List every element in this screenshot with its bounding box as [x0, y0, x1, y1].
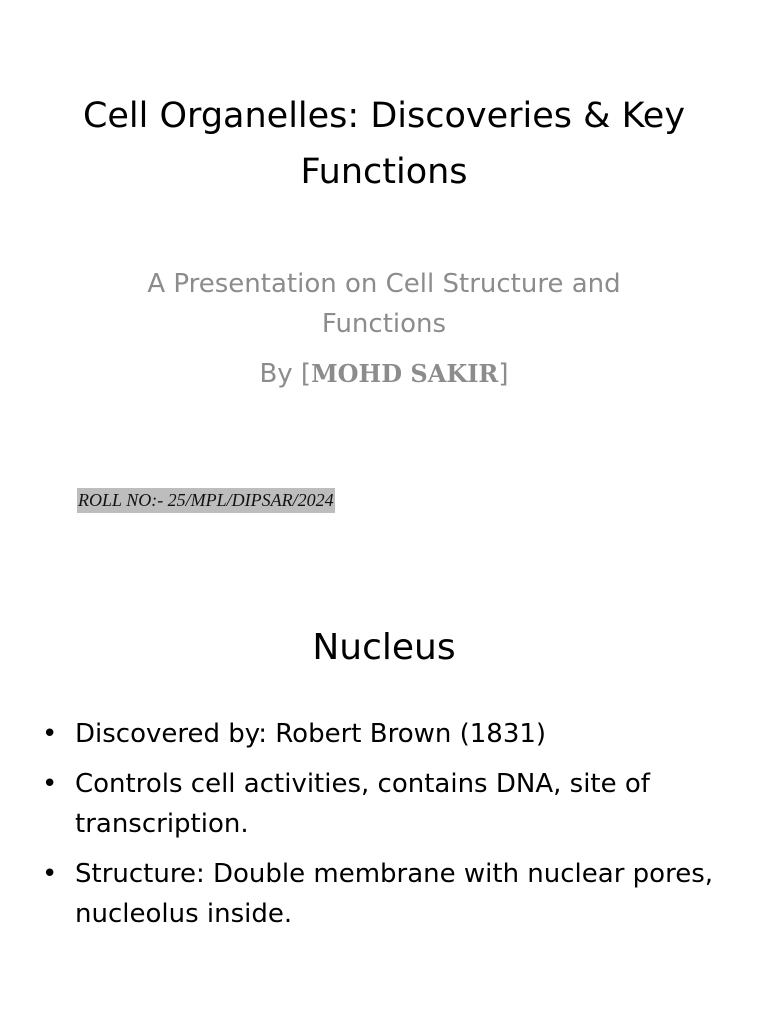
- nucleus-slide: [0, 560, 768, 1024]
- bullet-text: Structure: Double membrane with nuclear pores, nucleolus inside.: [75, 859, 714, 929]
- roll-number: ROLL NO:- 25/MPL/DIPSAR/2024: [77, 488, 335, 513]
- presentation-title: Cell Organelles: Discoveries & Key Functions: [82, 96, 686, 192]
- author-name: MOHD SAKIR: [311, 359, 499, 388]
- presentation-subtitle: A Presentation on Cell Structure and Functions: [147, 269, 621, 339]
- bullet-icon: •: [42, 719, 58, 749]
- bullet-text: Discovered by: Robert Brown (1831): [75, 719, 547, 749]
- list-item: [42, 764, 722, 844]
- bullet-icon: •: [42, 769, 58, 799]
- bullet-icon: •: [42, 859, 58, 889]
- bullet-list: [42, 714, 722, 944]
- slide-title: Nucleus: [312, 627, 456, 668]
- bullet-text: Controls cell activities, contains DNA, site of transcription.: [75, 769, 650, 839]
- author-byline: [90, 354, 678, 394]
- list-item: [42, 714, 722, 754]
- list-item: [42, 854, 722, 934]
- byline-suffix: ]: [498, 359, 509, 389]
- byline-prefix: By [: [259, 359, 312, 389]
